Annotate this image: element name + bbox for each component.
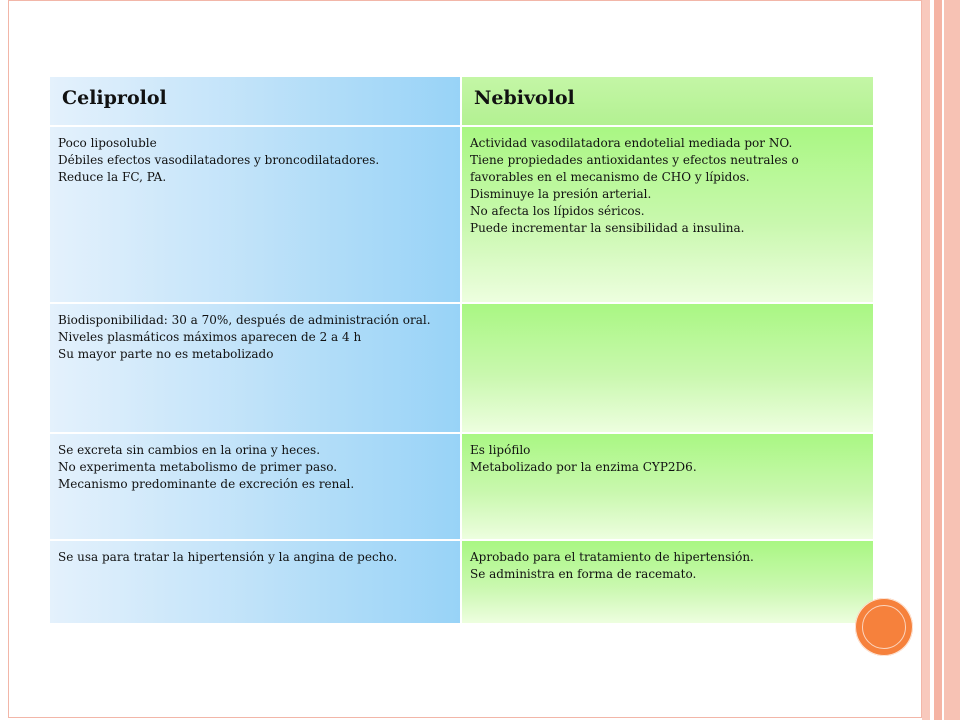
cell-line: Puede incrementar la sensibilidad a insulina. — [470, 221, 745, 235]
cell-line: Aprobado para el tratamiento de hipertensión. — [470, 550, 754, 564]
table-header-row — [50, 77, 873, 125]
cell-line: Se excreta sin cambios en la orina y heces. — [58, 443, 321, 457]
cell-line: Niveles plasmáticos máximos aparecen de 2 a 4 h — [58, 330, 362, 344]
cell-line: No experimenta metabolismo de primer paso. — [58, 460, 338, 474]
cell-line: Se usa para tratar la hipertensión y la angina de pecho. — [58, 550, 398, 564]
cell-line: Poco liposoluble — [58, 136, 157, 150]
celiprolol-cell — [50, 434, 460, 539]
table-row — [50, 434, 873, 539]
decorative-stripe — [934, 0, 942, 720]
cell-line: No afecta los lípidos séricos. — [470, 204, 645, 218]
header-celiprolol: Celiprolol — [50, 77, 460, 125]
table-row — [50, 541, 873, 623]
cell-line: Se administra en forma de racemato. — [470, 567, 697, 581]
cell-line: Metabolizado por la enzima CYP2D6. — [470, 460, 697, 474]
nebivolol-cell — [462, 541, 873, 623]
cell-line: Su mayor parte no es metabolizado — [58, 347, 274, 361]
nebivolol-cell — [462, 434, 873, 539]
decorative-stripe — [944, 0, 960, 720]
table-row — [50, 304, 873, 432]
decorative-stripe — [922, 0, 930, 720]
cell-line: Disminuye la presión arterial. — [470, 187, 652, 201]
nebivolol-cell-empty — [462, 304, 873, 432]
celiprolol-cell — [50, 127, 460, 302]
orange-circle-ring — [862, 605, 906, 649]
nebivolol-cell — [462, 127, 873, 302]
celiprolol-cell — [50, 541, 460, 623]
celiprolol-cell — [50, 304, 460, 432]
cell-line: Actividad vasodilatadora endotelial mediada por NO. — [470, 136, 793, 150]
comparison-table — [48, 75, 875, 625]
cell-line: Mecanismo predominante de excreción es renal. — [58, 477, 355, 491]
cell-line: Reduce la FC, PA. — [58, 170, 167, 184]
cell-line: Débiles efectos vasodilatadores y broncodilatadores. — [58, 153, 380, 167]
header-nebivolol: Nebivolol — [462, 77, 873, 125]
table-row — [50, 127, 873, 302]
cell-line: Biodisponibilidad: 30 a 70%, después de administración oral. — [58, 313, 431, 327]
cell-line: Tiene propiedades antioxidantes y efectos neutrales o favorables en el mecanismo de CHO y lípidos. — [470, 153, 799, 184]
cell-line: Es lipófilo — [470, 443, 531, 457]
